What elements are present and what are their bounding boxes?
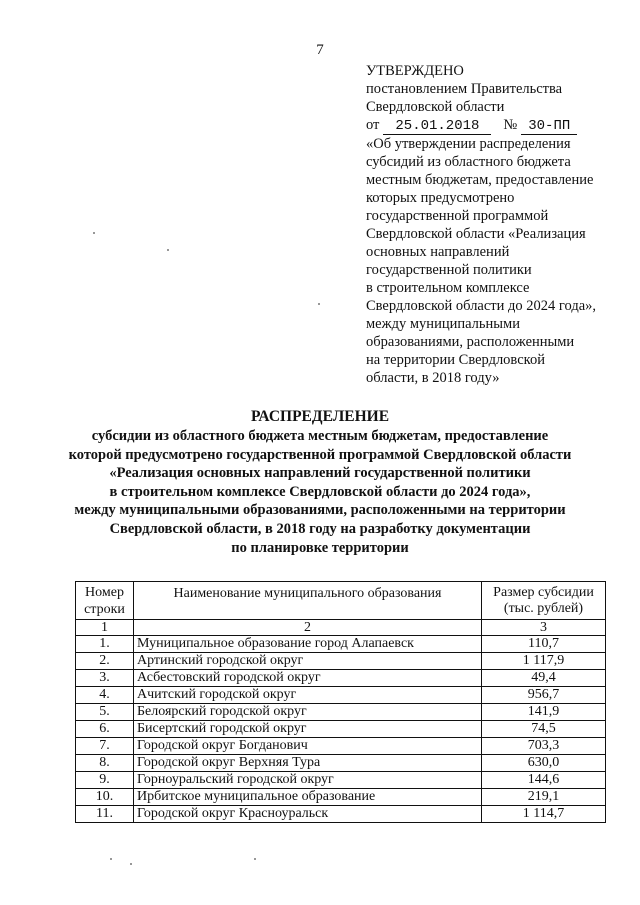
table-row [76,738,606,755]
table-row [76,687,606,704]
row-number: 5. [76,704,134,721]
subsidy-amount: 1 114,7 [482,806,606,823]
number-sign: № [503,117,518,133]
approval-line: местным бюджетам, предоставление [366,172,594,188]
subsidy-table [75,581,606,823]
scan-speck [93,232,95,234]
column-number: 1 [76,620,134,636]
subsidy-table-wrapper [75,581,606,823]
subsidy-amount: 956,7 [482,687,606,704]
approval-line: Свердловской области «Реализация [366,226,586,242]
header-text: (тыс. рублей) [503,600,584,616]
municipality-name: Городской округ Красноуральск [134,806,482,823]
column-number: 2 [134,620,482,636]
approval-line: между муниципальными [366,316,520,332]
municipality-name: Бисертский городской округ [134,721,482,738]
approval-stamp [366,62,628,387]
header-text: Наименование муниципального образования [173,585,442,601]
approval-line: образованиями, расположенными [366,334,575,350]
subsidy-amount: 110,7 [482,636,606,653]
approval-line: основных направлений [366,244,510,260]
table-row [76,789,606,806]
row-number: 10. [76,789,134,806]
subsidy-amount: 219,1 [482,789,606,806]
approval-date-line [366,116,628,135]
subsidy-amount: 1 117,9 [482,653,606,670]
municipality-name: Горноуральский городской округ [134,772,482,789]
approval-line: субсидий из областного бюджета [366,154,571,170]
scan-speck [318,303,320,305]
approval-line: «Об утверждении распределения [366,136,571,152]
municipality-name: Муниципальное образование город Алапаевск [134,636,482,653]
row-number: 4. [76,687,134,704]
page-number: 7 [316,42,324,58]
table-row [76,636,606,653]
approval-heading: УТВЕРЖДЕНО [366,63,464,79]
header-text: Номер [85,584,124,600]
table-row [76,670,606,687]
header-text: строки [84,601,125,617]
subsidy-amount: 703,3 [482,738,606,755]
resolution-date: 25.01.2018 [383,119,491,135]
header-subsidy [482,582,606,620]
approval-line: Свердловской области до 2024 года», [366,298,597,314]
table-row [76,721,606,738]
municipality-name: Белоярский городской округ [134,704,482,721]
column-number: 3 [482,620,606,636]
municipality-name: Ачитский городской округ [134,687,482,704]
subtitle-line: субсидии из областного бюджета местным бюджетам, предоставление [91,428,549,444]
approval-resolution-title [366,135,628,387]
row-number: 2. [76,653,134,670]
date-prefix: от [366,117,380,133]
row-number: 8. [76,755,134,772]
row-number: 11. [76,806,134,823]
document-subtitle [0,427,640,557]
column-number-row [76,620,606,636]
scan-speck [167,249,169,251]
municipality-name: Артинский городской округ [134,653,482,670]
subtitle-line: по планировке территории [231,539,409,556]
approval-line: государственной программой [366,208,549,224]
document-title: РАСПРЕДЕЛЕНИЕ [250,408,390,425]
subsidy-amount: 49,4 [482,670,606,687]
scan-speck [130,863,132,865]
approval-line: области, в 2018 году» [366,370,500,386]
table-row [76,653,606,670]
resolution-number: 30-ПП [521,119,577,135]
subtitle-line: которой предусмотрено государственной программой Свердловской области [68,446,572,463]
scan-speck [254,858,256,860]
header-municipality [134,582,482,620]
table-row [76,704,606,721]
table-row [76,772,606,789]
approval-line: государственной политики [366,262,532,278]
table-row [76,755,606,772]
table-row [76,806,606,823]
approval-line: которых предусмотрено [366,190,515,206]
approval-line: на территории Свердловской [366,352,545,368]
row-number: 6. [76,721,134,738]
municipality-name: Городской округ Верхняя Тура [134,755,482,772]
header-row-number [76,582,134,620]
subsidy-amount: 630,0 [482,755,606,772]
subtitle-line: Свердловской области, в 2018 году на разработку документации [109,520,531,537]
row-number: 1. [76,636,134,653]
subtitle-line: «Реализация основных направлений государственной политики [109,465,531,482]
row-number: 7. [76,738,134,755]
subtitle-line: в строительном комплексе Свердловской области до 2024 года», [109,483,531,500]
subsidy-amount: 74,5 [482,721,606,738]
municipality-name: Асбестовский городской округ [134,670,482,687]
subsidy-amount: 141,9 [482,704,606,721]
approval-line: постановлением Правительства [366,81,563,97]
municipality-name: Ирбитское муниципальное образование [134,789,482,806]
table-header-row [76,582,606,620]
subsidy-amount: 144,6 [482,772,606,789]
document-title-block [0,407,640,557]
row-number: 3. [76,670,134,687]
approval-line: Свердловской области [366,99,505,115]
subtitle-line: между муниципальными образованиями, расположенными на территории [74,502,566,519]
approval-line: в строительном комплексе [366,280,530,296]
scan-speck [110,858,112,860]
table-body [76,636,606,823]
municipality-name: Городской округ Богданович [134,738,482,755]
header-text: Размер субсидии [493,584,594,600]
row-number: 9. [76,772,134,789]
